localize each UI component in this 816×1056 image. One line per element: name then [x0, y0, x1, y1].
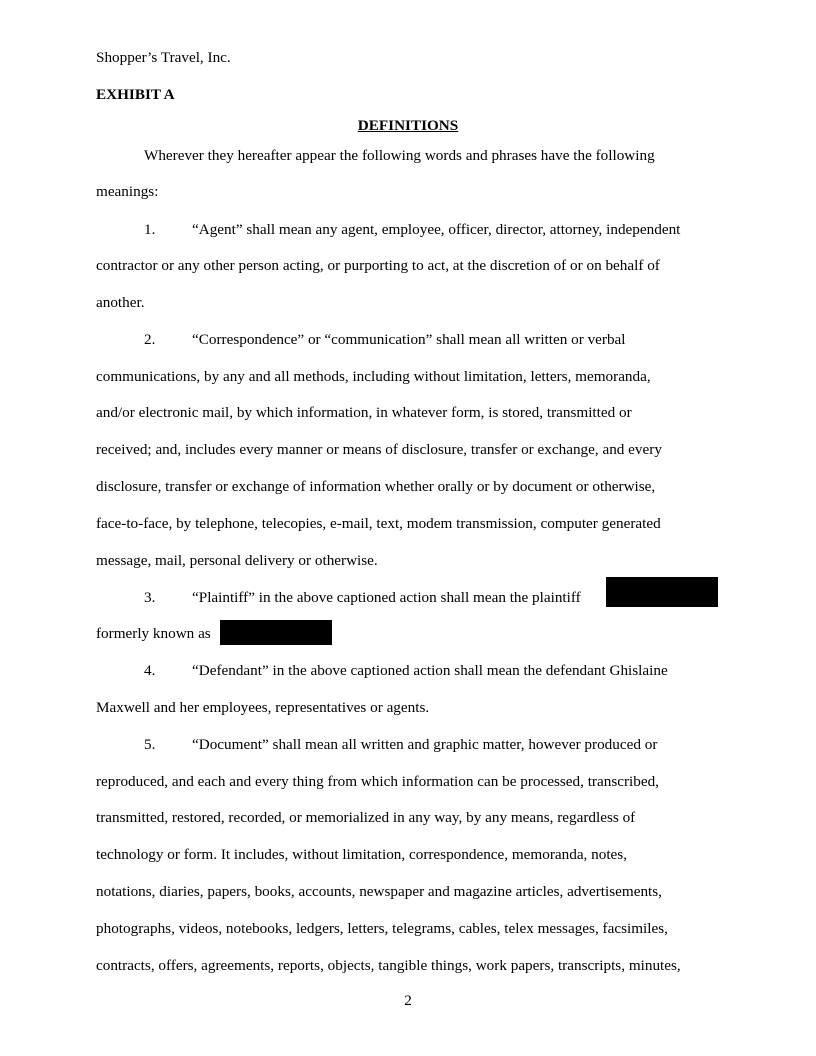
item-text: “Correspondence” or “communication” shall mean all written or verbal [192, 331, 626, 348]
item-4-line-2: Maxwell and her employees, representatives or agents. [96, 699, 430, 716]
item-5-line-3: transmitted, restored, recorded, or memorialized in any way, by any means, regardless of [96, 809, 636, 826]
item-5-line-2: reproduced, and each and every thing from which information can be processed, transcribed, [96, 773, 659, 790]
item-1-line-2: contractor or any other person acting, or purporting to act, at the discretion of or on behalf of [96, 257, 660, 274]
definition-item-3 [144, 588, 581, 608]
item-text: formerly known as [96, 625, 211, 642]
item-number: 3. [144, 589, 156, 606]
item-3-line-2 [96, 624, 211, 644]
item-5-line-5: notations, diaries, papers, books, accounts, newspaper and magazine articles, advertisements, [96, 883, 662, 900]
item-number: 2. [144, 331, 156, 348]
page-number: 2 [404, 992, 412, 1009]
item-1-line-3: another. [96, 294, 145, 311]
item-5-line-6: photographs, videos, notebooks, ledgers, letters, telegrams, cables, telex messages, facsimiles, [96, 920, 668, 937]
definition-item-4 [144, 661, 668, 681]
redaction-block [220, 620, 332, 645]
item-text: “Document” shall mean all written and graphic matter, however produced or [192, 736, 658, 753]
item-5-line-4: technology or form. It includes, without limitation, correspondence, memoranda, notes, [96, 846, 628, 863]
item-5-line-7: contracts, offers, agreements, reports, objects, tangible things, work papers, transcripts, minutes, [96, 957, 681, 974]
item-2-line-3: and/or electronic mail, by which information, in whatever form, is stored, transmitted or [96, 404, 632, 421]
intro-line-1: Wherever they hereafter appear the following words and phrases have the following [144, 147, 655, 164]
item-2-line-4: received; and, includes every manner or means of disclosure, transfer or exchange, and every [96, 441, 662, 458]
intro-line-2: meanings: [96, 183, 159, 200]
definitions-heading: DEFINITIONS [357, 117, 459, 134]
item-text: “Agent” shall mean any agent, employee, officer, director, attorney, independent [192, 221, 681, 238]
item-text: “Defendant” in the above captioned action shall mean the defendant Ghislaine [192, 662, 668, 679]
item-number: 4. [144, 662, 156, 679]
item-text: “Plaintiff” in the above captioned action shall mean the plaintiff [192, 589, 581, 606]
item-2-line-2: communications, by any and all methods, including without limitation, letters, memoranda, [96, 368, 651, 385]
item-2-line-6: face-to-face, by telephone, telecopies, e-mail, text, modem transmission, computer generated [96, 515, 661, 532]
definition-item-5 [144, 735, 657, 755]
exhibit-label: EXHIBIT A [96, 86, 175, 103]
redaction-block [606, 577, 718, 607]
definition-item-2 [144, 330, 626, 350]
header-company: Shopper’s Travel, Inc. [96, 49, 231, 66]
item-number: 1. [144, 221, 156, 238]
item-2-line-7: message, mail, personal delivery or otherwise. [96, 552, 378, 569]
item-number: 5. [144, 736, 156, 753]
item-2-line-5: disclosure, transfer or exchange of information whether orally or by document or otherwise, [96, 478, 656, 495]
definition-item-1 [144, 220, 680, 240]
